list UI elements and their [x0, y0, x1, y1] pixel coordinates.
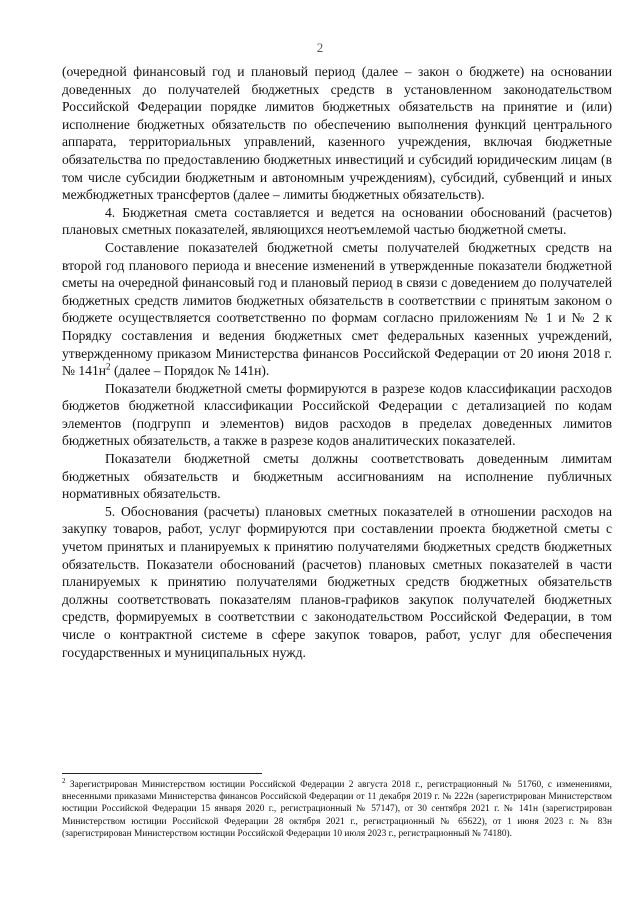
- footnote: [62, 776, 612, 840]
- page-number: 2: [316, 40, 324, 55]
- paragraph-second-year-tail: (далее – Порядок № 141н).: [110, 363, 270, 379]
- paragraph-continuation: (очередной финансовый год и плановый период (далее – закон о бюджете) на основании доведенных до получателей бюджетных средств в установленном законодательством Российской Федерации порядке лимитов бюджетных обязательств на принятие и (или) исполнение бюджетных обязательств по обеспечению выполнения функций центрального аппарата, территориальных управлений, казенного учреждения, включая бюджетные обязательства по предоставлению бюджетных инвестиций и субсидий юридическим лицам (в том числе субсидии бюджетным и автономным учреждениям), субсидий, субвенций и иных межбюджетных трансфертов (далее – лимиты бюджетных обязательств).: [62, 64, 612, 203]
- paragraph-second-year-text: Составление показателей бюджетной сметы получателей бюджетных средств на второй год планового периода и внесение изменений в утвержденные показатели бюджетной сметы на очередной финансовый год и плановый период в связи с доведением до получателей бюджетных средств лимитов бюджетных обязательств в соответствии с принятым законом о бюджете осуществляется соответственно по формам согласно приложениям № 1 и № 2 к Порядку составления и ведения бюджетных смет федеральных казенных учреждений, утвержденному приказом Министерства финансов Российской Федерации от 20 июня 2018 г. № 141н: [62, 239, 612, 379]
- footnote-divider: [62, 773, 262, 774]
- footnote-reference[interactable]: 2: [106, 361, 111, 372]
- body-text: [62, 63, 612, 661]
- paragraph-item-5: 5. Обоснования (расчеты) плановых сметных показателей в отношении расходов на закупку товаров, работ, услуг формируются при составлении проекта бюджетной сметы с учетом принятых и планируемых к принятию получателями бюджетных средств бюджетных обязательств. Показатели обоснований (расчетов) плановых сметных показателей в части планируемых к принятию получателями бюджетных средств бюджетных обязательств должны соответствовать показателям планов-графиков закупок получателей бюджетных средств, формируемых в соответствии с законодательством Российской Федерации, в том числе о контрактной системе в сфере закупок товаров, работ, услуг для обеспечения государственных и муниципальных нужд.: [62, 503, 612, 660]
- paragraph-second-year-indicators: [62, 239, 612, 380]
- paragraph-classification-codes: Показатели бюджетной сметы формируются в разрезе кодов классификации расходов бюджетов бюджетной классификации Российской Федерации с детализацией по кодам элементов (подгрупп и элементов) видов расходов в пределах доведенных лимитов бюджетных обязательств, а также в разрезе кодов аналитических показателей.: [62, 380, 612, 449]
- paragraph-item-4: 4. Бюджетная смета составляется и ведется на основании обоснований (расчетов) плановых сметных показателей, являющихся неотъемлемой частью бюджетной сметы.: [62, 204, 612, 238]
- footnote-text: Зарегистрирован Министерством юстиции Российской Федерации 2 августа 2018 г., регистрационный № 51760, с изменениями, внесенными приказами Министерства финансов Российской Федерации от 11 декабря 2019 г. № 222н (зарегистрирован Министерством юстиции Российской Федерации 15 января 2020 г., регистрационный № 57147), от 30 сентября 2021 г. № 141н (зарегистрирован Министерством юстиции Российской Федерации 28 октября 2021 г., регистрационный № 65622), от 1 июня 2023 г. № 83н (зарегистрирован Министерством юстиции Российской Федерации 10 июля 2023 г., регистрационный № 74180).: [62, 780, 612, 839]
- paragraph-limits-compliance: Показатели бюджетной сметы должны соответствовать доведенным лимитам бюджетных обязательств и бюджетным ассигнованиям на исполнение публичных нормативных обязательств.: [62, 451, 612, 502]
- footnote-mark: 2: [62, 776, 66, 785]
